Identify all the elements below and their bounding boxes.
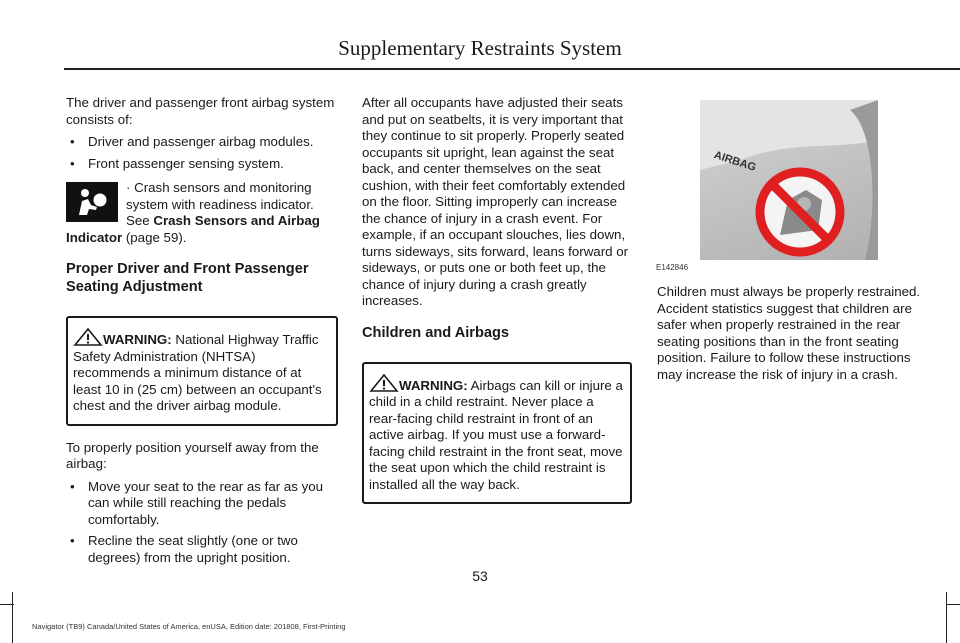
warning-triangle-icon: [369, 374, 399, 392]
position-list: [66, 479, 338, 567]
bullet-icon: •: [70, 134, 75, 149]
column-3: [657, 284, 929, 383]
warning-triangle-icon: [73, 328, 103, 346]
components-list: [66, 134, 338, 172]
warning-box-seating: WARNING: National Highway Traffic Safety Administration (NHTSA) recommends a minimum distance of at least 10 in (25 cm) between an occupant's chest and the driver airbag module.: [66, 316, 338, 426]
seating-paragraph: After all occupants have adjusted their seats and put on seatbelts, it is very important that they continue to sit properly. Properly seated occupants sit upright, lean against the seat back, and center themselves on the seat cushion, with their feet comfortably extended on the floor. Sitting improperly can increase the chance of injury in a crash event. For example, if an occupant slouches, lies down, turns sideways, sits forward, leans forward or sideways, or puts one or both feet up, the chance of injury during a crash greatly increases.: [362, 95, 629, 308]
bullet-icon: •: [70, 478, 75, 494]
bullet-icon: •: [70, 155, 75, 171]
list-item: • Recline the seat slightly (one or two degrees) from the upright position.: [70, 533, 298, 565]
children-paragraph: Children must always be properly restrained. Accident statistics suggest that children are safer when properly restrained in the rear seating positions than in the front seating position. Failure to follow these instructions may increase the risk of injury in a crash.: [657, 284, 921, 382]
footer-text: Navigator (TB9) Canada/United States of America, enUSA, Edition date: 201808, First-Printing: [32, 622, 346, 631]
page-title: Supplementary Restraints System: [338, 36, 622, 60]
image-code: E142846: [656, 263, 689, 272]
warning-box-children: WARNING: Airbags can kill or injure a child in a child restraint. Never place a rear-facing child restraint in front of an active airbag. If you must use a forward-facing child restraint in the front seat, move the seat upon which the child restraint is installed all the way back.: [362, 362, 632, 505]
airbag-label: AIRBAG: [712, 149, 758, 174]
list-item: • Front passenger sensing system.: [70, 155, 284, 171]
airbag-warning-icon: [66, 182, 118, 222]
list-item: • Move your seat to the rear as far as you can while still reaching the pedals comfortably.: [70, 478, 324, 527]
bullet-icon: •: [70, 533, 75, 548]
section-heading-children: Children and Airbags: [362, 324, 510, 341]
airbag-child-seat-image: [700, 100, 878, 260]
crop-mark: [946, 592, 947, 643]
crop-mark: [12, 592, 13, 643]
intro-text: The driver and passenger front airbag system consists of:: [66, 95, 335, 127]
sensor-paragraph: · Crash sensors and monitoring system with readiness indicator. See Crash Sensors and Airbag Indicator (page 59).: [66, 180, 320, 245]
list-item: • Driver and passenger airbag modules.: [70, 134, 314, 149]
section-heading-seating: Proper Driver and Front Passenger Seating Adjustment: [66, 261, 309, 295]
column-2: [362, 95, 632, 504]
column-1: [66, 95, 338, 571]
page-number: 53: [472, 568, 488, 584]
sensor-link[interactable]: Crash Sensors and Airbag Indicator: [66, 213, 320, 245]
crop-mark: [946, 604, 960, 605]
position-intro: To properly position yourself away from the airbag:: [66, 439, 319, 471]
crop-mark: [0, 604, 14, 605]
header-rule: [64, 68, 960, 70]
